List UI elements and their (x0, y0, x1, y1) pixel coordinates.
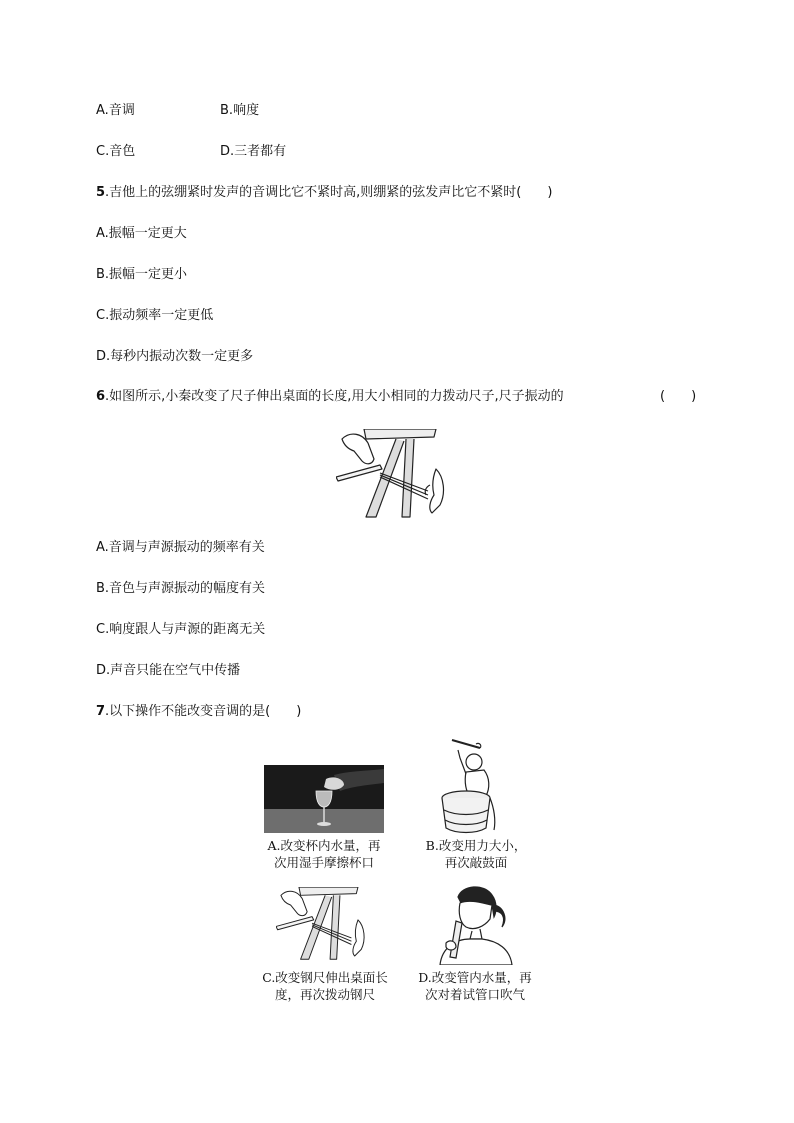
girl-test-tube-figure (432, 883, 516, 965)
q7-stem: 7.以下操作不能改变音调的是( ) (96, 704, 302, 719)
q6-answer-bracket: ( ) (660, 389, 697, 404)
q7-caption-d: D.改变管内水量，再 次对着试管口吹气 (418, 970, 532, 1002)
q5-option-a: A.振幅一定更大 (96, 226, 187, 241)
ruler-table-figure (336, 429, 458, 519)
wine-glass-photo (264, 765, 384, 833)
q6-option-c: C.响度跟人与声源的距离无关 (96, 622, 266, 637)
q7-caption-b: B.改变用力大小， 再次敲鼓面 (425, 838, 527, 870)
q6-option-d: D.声音只能在空气中传播 (96, 663, 241, 678)
q6-number: 6 (96, 389, 106, 404)
q4-option-c: C.音色 (96, 144, 136, 159)
q5-stem: 5.吉他上的弦绷紧时发声的音调比它不紧时高,则绷紧的弦发声比它不紧时( ) (96, 185, 553, 200)
q7-number: 7 (96, 704, 106, 719)
q4-option-b: B.响度 (220, 103, 260, 118)
q6-option-a: A.音调与声源振动的频率有关 (96, 540, 265, 555)
q5-option-d: D.每秒内振动次数一定更多 (96, 349, 254, 364)
q5-option-c: C.振动频率一定更低 (96, 308, 214, 323)
q4-option-d: D.三者都有 (220, 144, 287, 159)
q6-option-b: B.音色与声源振动的幅度有关 (96, 581, 266, 596)
q7-caption-c: C.改变钢尺伸出桌面长 度，再次拨动钢尺 (262, 970, 388, 1002)
q5-option-b: B.振幅一定更小 (96, 267, 188, 282)
q5-number: 5 (96, 185, 106, 200)
q4-option-a: A.音调 (96, 103, 135, 118)
drum-figure (436, 738, 502, 834)
q7-caption-a: A.改变杯内水量，再 次用湿手摩擦杯口 (267, 838, 381, 870)
steel-ruler-figure (276, 887, 376, 961)
q6-stem: 6.如图所示,小秦改变了尺子伸出桌面的长度,用大小相同的力拨动尺子,尺子振动的 (96, 389, 564, 404)
